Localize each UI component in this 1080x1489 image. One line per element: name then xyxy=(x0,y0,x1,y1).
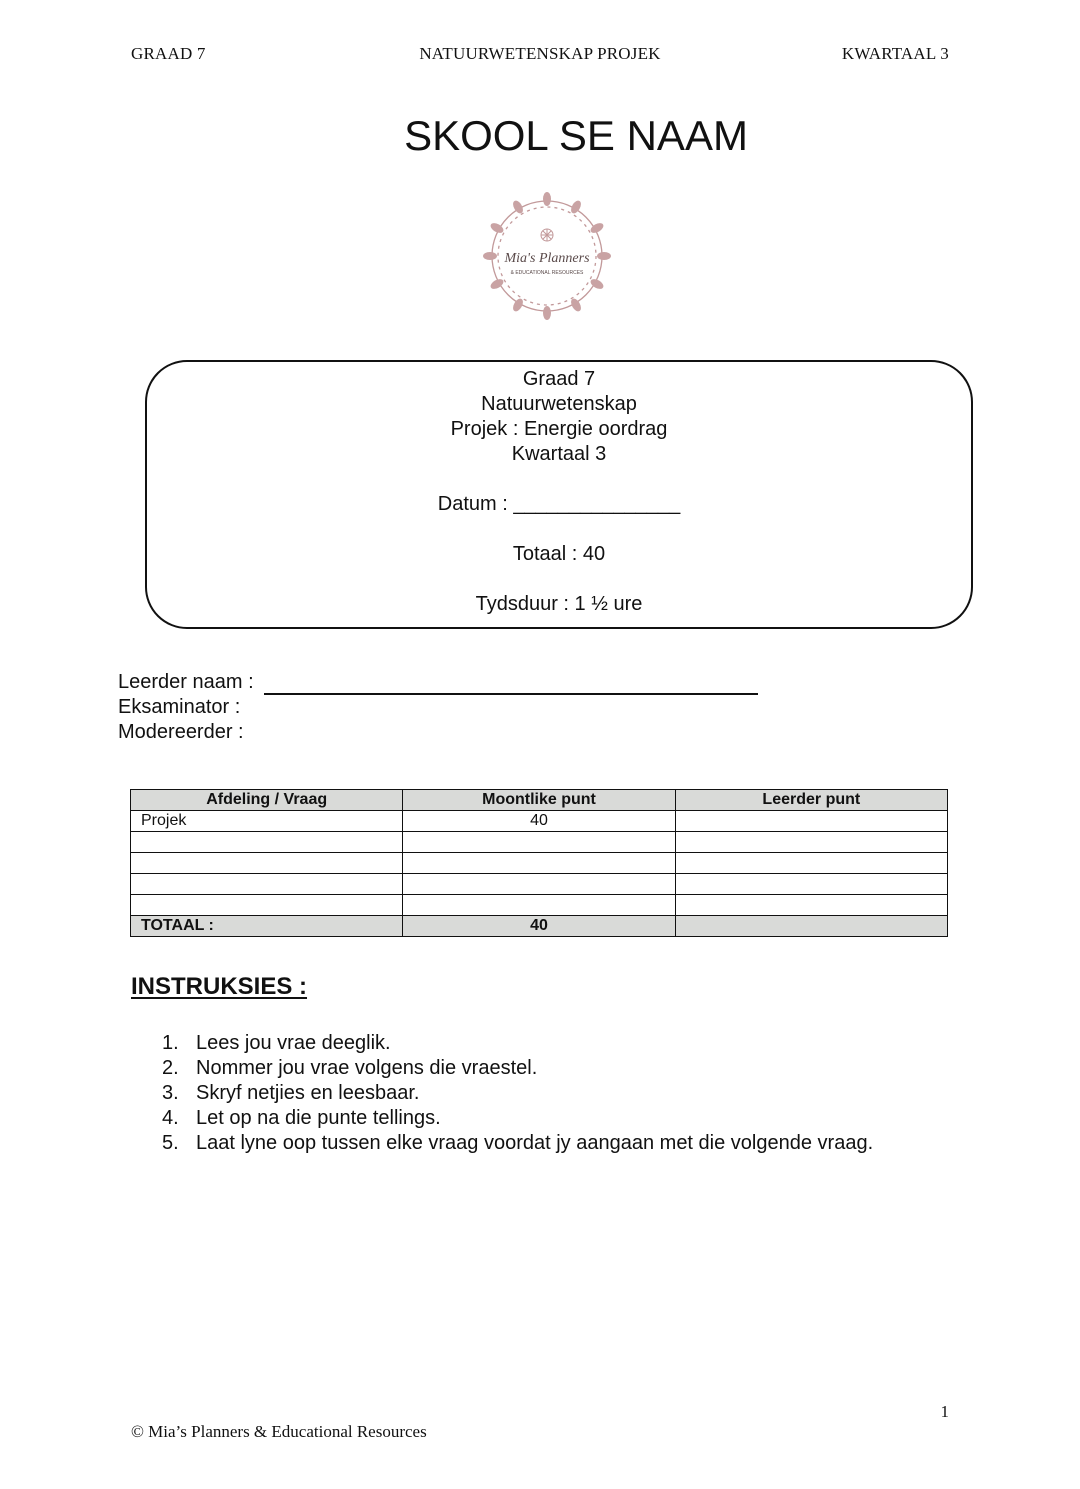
list-item xyxy=(162,1106,873,1131)
info-date: Datum : _______________ xyxy=(437,493,681,515)
table-cell xyxy=(131,832,403,853)
list-item-number: 5. xyxy=(162,1132,179,1154)
table-total-row xyxy=(131,916,948,937)
mias-planners-logo xyxy=(481,190,613,322)
table-cell xyxy=(131,853,403,874)
column-header-possible: Moontlike punt xyxy=(403,790,675,811)
header-grade: GRAAD 7 xyxy=(131,44,206,63)
table-cell xyxy=(131,895,403,916)
project-info-box xyxy=(145,360,973,629)
page-number: 1 xyxy=(940,1402,949,1421)
info-grade: Graad 7 xyxy=(522,368,596,390)
list-item-number: 2. xyxy=(162,1057,179,1079)
table-cell xyxy=(131,874,403,895)
table-cell xyxy=(403,874,675,895)
table-row xyxy=(131,832,948,853)
moderator-label: Modereerder : xyxy=(118,721,244,743)
total-label: TOTAAL : xyxy=(131,916,403,937)
column-header-section: Afdeling / Vraag xyxy=(131,790,403,811)
total-possible: 40 xyxy=(403,916,675,937)
info-term: Kwartaal 3 xyxy=(511,443,607,465)
copyright-footer: © Mia’s Planners & Educational Resources xyxy=(131,1422,427,1441)
total-learner xyxy=(675,916,947,937)
info-subject: Natuurwetenskap xyxy=(481,393,637,415)
wreath-logo-icon xyxy=(481,190,613,322)
table-cell xyxy=(403,853,675,874)
table-header-row xyxy=(131,790,948,811)
list-item xyxy=(162,1131,873,1156)
table-cell xyxy=(675,832,947,853)
examiner-label: Eksaminator : xyxy=(118,696,241,718)
header-subject: NATUURWETENSKAP PROJEK xyxy=(419,44,661,63)
list-item-text: Nommer jou vrae volgens die vraestel. xyxy=(196,1057,538,1079)
marks-table xyxy=(130,789,948,937)
info-total: Totaal : 40 xyxy=(512,543,606,565)
learner-name-row xyxy=(118,670,758,695)
table-row xyxy=(131,874,948,895)
list-item-number: 3. xyxy=(162,1082,179,1104)
table-cell xyxy=(403,895,675,916)
table-cell xyxy=(403,832,675,853)
table-cell xyxy=(675,853,947,874)
list-item-number: 1. xyxy=(162,1032,179,1054)
logo-title: Mia's Planners xyxy=(504,251,590,266)
learner-name-line xyxy=(264,673,758,695)
list-item xyxy=(162,1081,873,1106)
table-cell xyxy=(675,895,947,916)
table-cell: Projek xyxy=(131,811,403,832)
instructions-heading: INSTRUKSIES : xyxy=(131,973,308,1000)
instructions-list xyxy=(162,1031,873,1156)
list-item-text: Let op na die punte tellings. xyxy=(196,1107,441,1129)
list-item-text: Skryf netjies en leesbaar. xyxy=(196,1082,420,1104)
list-item-number: 4. xyxy=(162,1107,179,1129)
logo-subtitle: & EDUCATIONAL RESOURCES xyxy=(510,270,584,276)
table-cell xyxy=(675,811,947,832)
table-row xyxy=(131,895,948,916)
school-name: SKOOL SE NAAM xyxy=(404,112,748,159)
list-item xyxy=(162,1031,873,1056)
list-item xyxy=(162,1056,873,1081)
table-cell xyxy=(675,874,947,895)
info-duration: Tydsduur : 1 ½ ure xyxy=(475,593,643,615)
learner-details xyxy=(118,670,758,745)
list-item-text: Laat lyne oop tussen elke vraag voordat jy aangaan met die volgende vraag. xyxy=(196,1132,874,1154)
table-row xyxy=(131,811,948,832)
list-item-text: Lees jou vrae deeglik. xyxy=(196,1032,391,1054)
info-project: Projek : Energie oordrag xyxy=(450,418,668,440)
header-term: KWARTAAL 3 xyxy=(841,44,949,63)
column-header-learner: Leerder punt xyxy=(675,790,947,811)
learner-name-label: Leerder naam : xyxy=(118,671,254,693)
table-row xyxy=(131,853,948,874)
table-cell: 40 xyxy=(403,811,675,832)
